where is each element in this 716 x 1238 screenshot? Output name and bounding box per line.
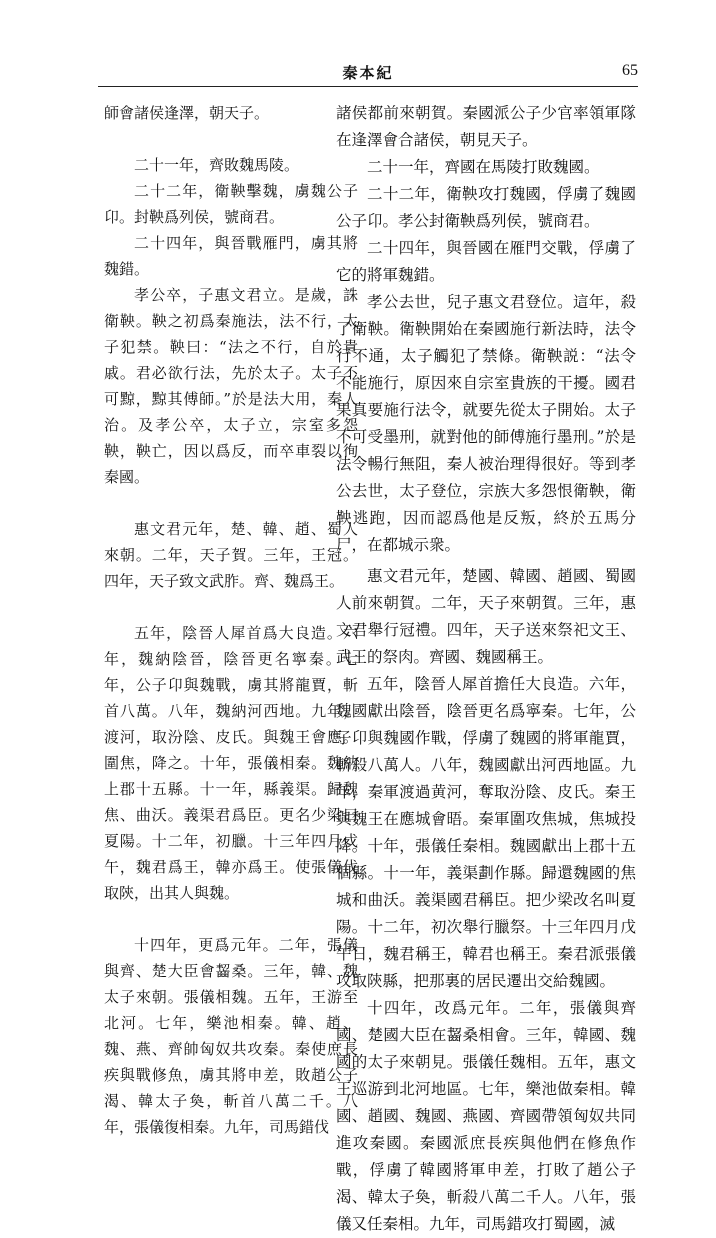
paragraph: 孝公去世，兒子惠文君登位。這年，殺了衛鞅。衛鞅開始在秦國施行新法時，法令行不通，太子觸犯了禁條。衛鞅説：“法令不能施行，原因來自宗室貴族的干擾。國君果真要施行法令，就要先從太子開始。太子不可受墨刑，就對他的師傅施行墨刑。”於是法令暢行無阻，秦人被治理得很好。等到孝公去世，太子登位，宗族大多怨恨衛鞅，衛鞅逃跑，因而認爲他是反叛，終於五馬分尸，在都城示衆。 xyxy=(336,293,636,554)
paragraph: 五年，陰晉人犀首爲大良造。六年，魏納陰晉，陰晉更名寧秦。七年，公子卬與魏戰，虜其將龍賈，斬首八萬。八年，魏納河西地。九年，渡河，取汾陰、皮氏。與魏王會應。圍焦，降之。十年，張儀相秦。魏納上郡十五縣。十一年，縣義渠。歸魏焦、曲沃。義渠君爲臣。更名少梁曰夏陽。十二年，初臘。十三年四月戊午，魏君爲王，韓亦爲王。使張儀伐取陝，出其人與魏。 xyxy=(104,624,358,902)
paragraph: 孝公卒，子惠文君立。是歲，誅衛鞅。鞅之初爲秦施法，法不行，太子犯禁。鞅曰：“法之不行，自於貴戚。君必欲行法，先於太子。太子不可黥，黥其傅師。”於是法大用，秦人治。及孝公卒，太子立，宗室多怨鞅，鞅亡，因以爲反，而卒車裂以徇秦國。 xyxy=(104,286,358,486)
header-rule xyxy=(98,86,638,87)
paragraph: 師會諸侯逢澤，朝天子。 xyxy=(104,104,270,122)
paragraph: 二十一年，齊國在馬陵打敗魏國。 xyxy=(367,158,600,176)
paragraph: 惠文君元年，楚、韓、趙、蜀人來朝。二年，天子賀。三年，王冠。四年，天子致文武胙。齊、魏爲王。 xyxy=(104,520,358,590)
paragraph: 十四年，更爲元年。二年，張儀與齊、楚大臣會齧桑。三年，韓、魏太子來朝。張儀相魏。五年，王游至北河。七年，樂池相秦。韓、趙、魏、燕、齊帥匈奴共攻秦。秦使庶長疾與戰修魚，虜其將申差，敗趙公子渴、韓太子奐，斬首八萬二千。八年，張儀復相秦。九年，司馬錯伐 xyxy=(104,936,358,1136)
paragraph: 二十二年，衛鞅擊魏，虜魏公子卬。封鞅爲列侯，號商君。 xyxy=(104,182,358,226)
paragraph-gap xyxy=(104,126,358,152)
paragraph: 二十四年，與晉戰雁門，虜其將魏錯。 xyxy=(104,234,358,278)
page-header xyxy=(98,62,638,84)
page-number: 65 xyxy=(622,62,638,79)
paragraph: 諸侯都前來朝賀。秦國派公子少官率領軍隊在逢澤會合諸侯，朝見天子。 xyxy=(336,104,636,149)
paragraph-gap xyxy=(104,906,358,932)
paragraph: 二十四年，與晉國在雁門交戰，俘虜了它的將軍魏錯。 xyxy=(336,239,636,284)
paragraph-gap xyxy=(104,594,358,620)
paragraph: 十四年，改爲元年。二年，張儀與齊國、楚國大臣在齧桑相會。三年，韓國、魏國的太子來朝見。張儀任魏相。五年，惠文王巡游到北河地區。七年，樂池做秦相。韓國、趙國、魏國、燕國、齊國帶領匈奴共同進攻秦國。秦國派庶長疾與他們在修魚作戰，俘虜了韓國將軍申差，打敗了趙公子渴、韓太子奐，斬殺八萬二千人。八年，張儀又任秦相。九年，司馬錯攻打蜀國，滅 xyxy=(336,999,636,1233)
paragraph-gap xyxy=(104,490,358,516)
classical-text-column xyxy=(104,100,358,1140)
paragraph: 五年，陰晉人犀首擔任大良造。六年，魏國獻出陰晉，陰晉更名爲寧秦。七年，公子卬與魏國作戰，俘虜了魏國的將軍龍賈，斬殺八萬人。八年，魏國獻出河西地區。九年，秦軍渡過黄河，奪取汾陰、皮氏。秦王與魏王在應城會晤。秦軍圍攻焦城，焦城投降。十年，張儀任秦相。魏國獻出上郡十五個縣。十一年，義渠劃作縣。歸還魏國的焦城和曲沃。義渠國君稱臣。把少梁改名叫夏陽。十二年，初次舉行臘祭。十三年四月戊午日，魏君稱王，韓君也稱王。秦君派張儀攻取陝縣，把那裏的居民遷出交給魏國。 xyxy=(336,675,636,990)
paragraph: 二十二年，衛鞅攻打魏國，俘虜了魏國公子卬。孝公封衛鞅爲列侯，號商君。 xyxy=(336,185,636,230)
chapter-title: 秦本紀 xyxy=(342,64,394,82)
paragraph: 二十一年，齊敗魏馬陵。 xyxy=(134,156,300,174)
paragraph: 惠文君元年，楚國、韓國、趙國、蜀國人前來朝賀。二年，天子來朝賀。三年，惠文君舉行冠禮。四年，天子送來祭祀文王、武王的祭肉。齊國、魏國稱王。 xyxy=(336,567,636,666)
translation-column xyxy=(336,100,636,1238)
